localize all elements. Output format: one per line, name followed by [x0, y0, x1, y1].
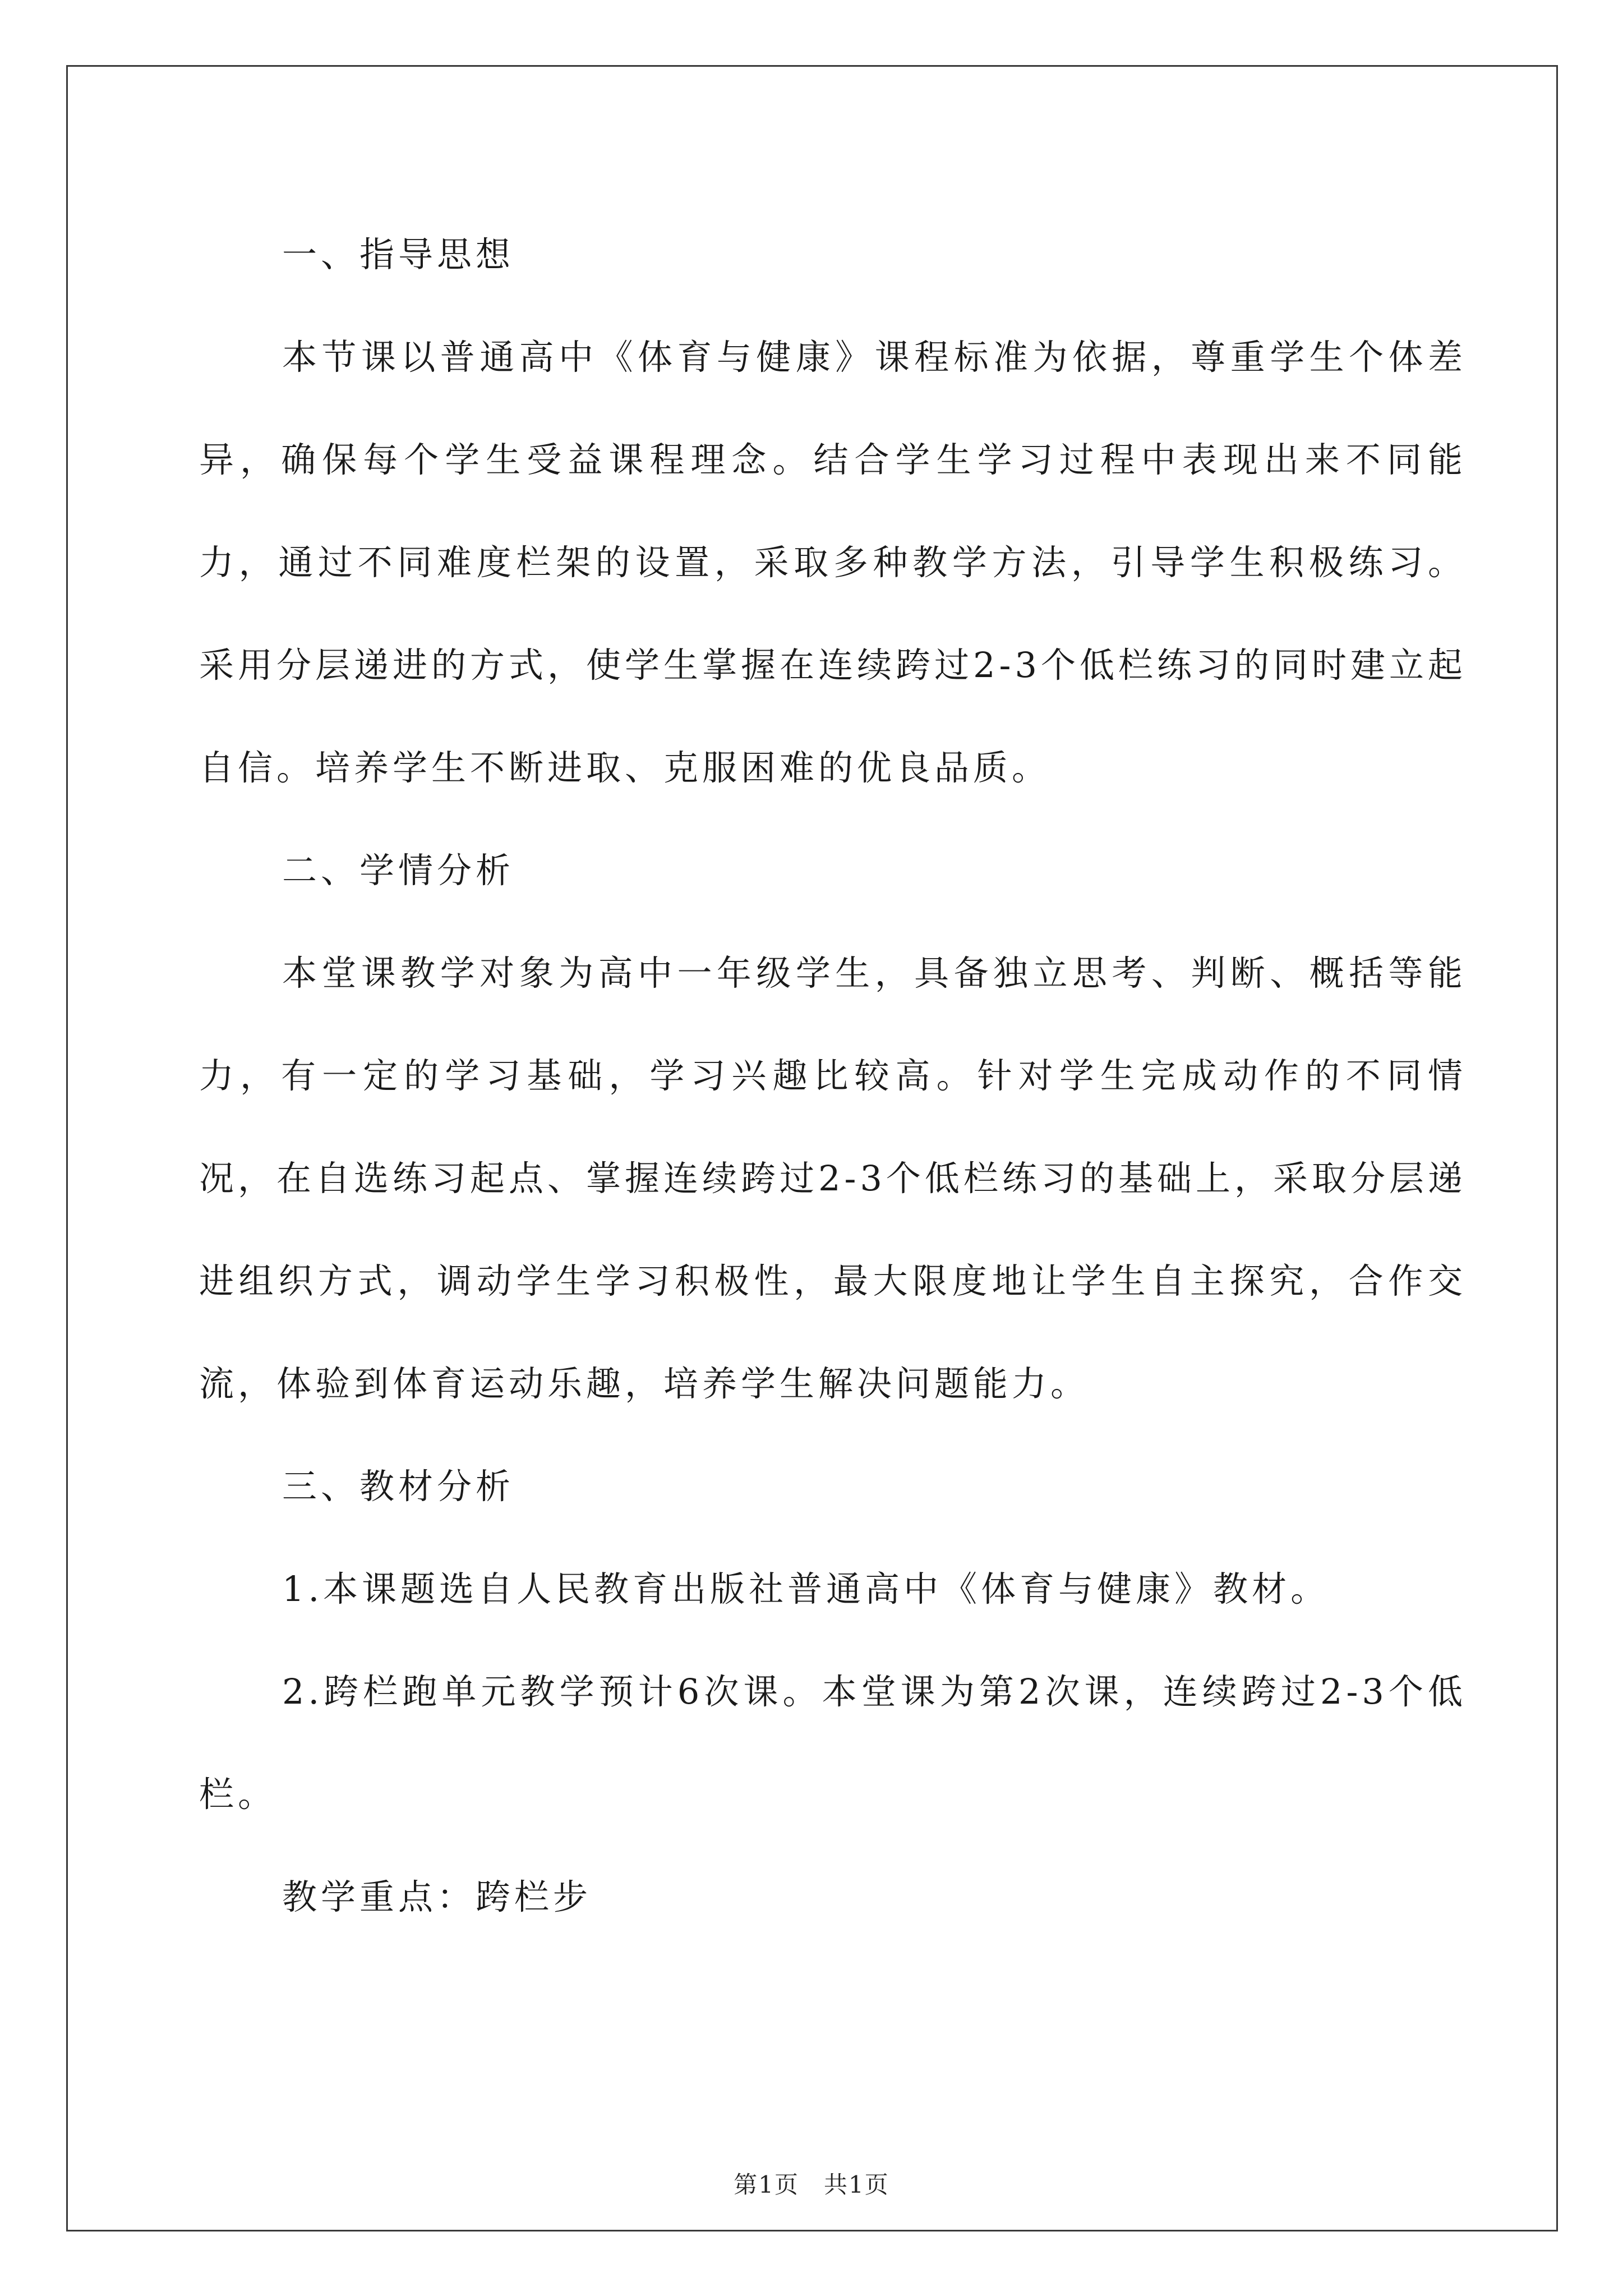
document-body: [199, 203, 1467, 1948]
paragraph-material-source: 1.本课题选自人民教育出版社普通高中《体育与健康》教材。: [282, 1568, 1330, 1609]
paragraph-learner-analysis: 本堂课教学对象为高中一年级学生，具备独立思考、判断、概括等能力，有一定的学习基础，学习兴趣比较高。针对学生完成动作的不同情况，在自选练习起点、掌握连续跨过2-3个低栏练习的基础上，采取分层递进组织方式，调动学生学习积极性，最大限度地让学生自主探究，合作交流，体验到体育运动乐趣，培养学生解决问题能力。: [199, 953, 1467, 1404]
paragraph-teaching-focus: 教学重点：跨栏步: [282, 1876, 592, 1917]
paragraph-guiding-ideology: 本节课以普通高中《体育与健康》课程标准为依据，尊重学生个体差异，确保每个学生受益课程理念。结合学生学习过程中表现出来不同能力，通过不同难度栏架的设置，采取多种教学方法，引导学生积极练习。采用分层递进的方式，使学生掌握在连续跨过2-3个低栏练习的同时建立起自信。培养学生不断进取、克服困难的优良品质。: [199, 337, 1467, 788]
heading-material-analysis: 三、教材分析: [282, 1466, 515, 1507]
paragraph-unit-plan: 2.跨栏跑单元教学预计6次课。本堂课为第2次课，连续跨过2-3个低栏。: [199, 1671, 1467, 1815]
page-number-footer: 第1页 共1页: [734, 2171, 889, 2198]
heading-guiding-ideology: 一、指导思想: [282, 234, 515, 275]
heading-learner-analysis: 二、学情分析: [282, 850, 515, 891]
